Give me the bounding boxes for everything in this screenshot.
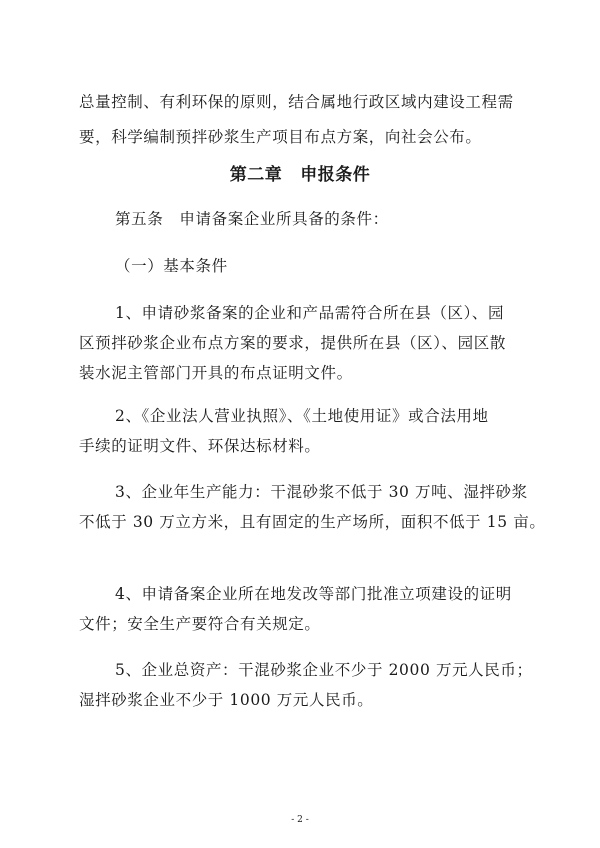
item-4-line-1: 4、申请备案企业所在地发改等部门批准立项建设的证明 (115, 585, 512, 603)
article-heading: 第五条 申请备案企业所具备的条件： (115, 210, 389, 228)
chapter-title: 申报条件 (300, 165, 371, 185)
item-3-line-1: 3、企业年生产能力：干混砂浆不低于 30 万吨、湿拌砂浆 (115, 483, 528, 501)
item-5-line-1: 5、企业总资产：干混砂浆企业不少于 2000 万元人民币； (115, 661, 533, 679)
item-1-line-1: 1、申请砂浆备案的企业和产品需符合所在县（区）、园 (115, 304, 505, 322)
intro-line-1: 总量控制、有利环保的原则，结合属地行政区域内建设工程需 (79, 93, 514, 111)
section-heading: （一）基本条件 (115, 257, 228, 275)
item-3-line-2: 不低于 30 万立方米，且有固定的生产场所，面积不低于 15 亩。 (79, 513, 546, 531)
item-1-line-3: 装水泥主管部门开具的布点证明文件。 (79, 364, 353, 382)
item-1-line-2: 区预拌砂浆企业布点方案的要求，提供所在县（区）、园区散 (79, 334, 506, 352)
intro-line-2: 要，科学编制预拌砂浆生产项目布点方案，向社会公布。 (79, 128, 482, 146)
item-2-line-2: 手续的证明文件、环保达标材料。 (79, 437, 321, 455)
item-5-line-2: 湿拌砂浆企业不少于 1000 万元人民币。 (79, 691, 374, 709)
page-number: - 2 - (291, 815, 309, 825)
chapter-heading (0, 164, 600, 186)
item-2-line-1: 2、《企业法人营业执照》、《土地使用证》或合法用地 (115, 407, 489, 425)
chapter-number: 第二章 (229, 165, 283, 185)
item-4-line-2: 文件；安全生产要符合有关规定。 (79, 615, 321, 633)
